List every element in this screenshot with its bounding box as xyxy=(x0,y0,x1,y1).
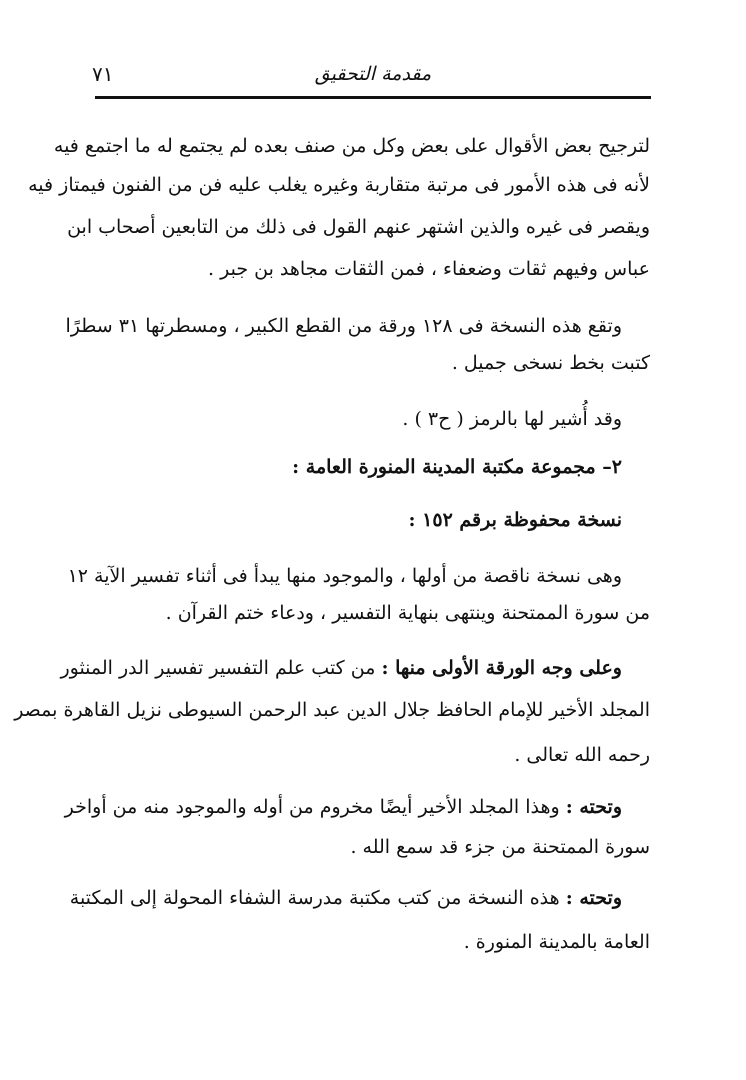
text-line: وتقع هذه النسخة فى ١٢٨ ورقة من القطع الكبير ، ومسطرتها ٣١ سطرًا xyxy=(65,315,622,337)
section-heading: ٢– مجموعة مكتبة المدينة المنورة العامة : xyxy=(292,456,622,478)
text-span: من كتب علم التفسير تفسير الدر المنثور xyxy=(60,657,382,679)
running-header xyxy=(92,58,654,90)
text-line xyxy=(69,883,650,913)
lead-phrase: وعلى وجه الورقة الأولى منها : xyxy=(381,657,622,679)
lead-phrase: وتحته : xyxy=(565,887,622,909)
text-line: كتبت بخط نسخى جميل . xyxy=(451,352,650,374)
text-line: عباس وفيهم ثقات وضعفاء ، فمن الثقات مجاهد بن جبر . xyxy=(208,258,650,280)
text-line xyxy=(64,792,650,822)
text-span: هذه النسخة من كتب مكتبة مدرسة الشفاء المحولة إلى المكتبة xyxy=(69,887,566,909)
text-line: المجلد الأخير للإمام الحافظ جلال الدين عبد الرحمن السيوطى نزيل القاهرة بمصر xyxy=(14,699,650,721)
header-rule xyxy=(95,96,651,99)
text-line: لأنه فى هذه الأمور فى مرتبة متقاربة وغيره يغلب عليه فن من الفنون فيمتاز فيه xyxy=(28,174,650,196)
text-line: العامة بالمدينة المنورة . xyxy=(463,931,650,953)
lead-phrase: وتحته : xyxy=(565,796,622,818)
text-line: وهى نسخة ناقصة من أولها ، والموجود منها يبدأ فى أثناء تفسير الآية ١٢ xyxy=(67,565,622,587)
text-line: من سورة الممتحنة وينتهى بنهاية التفسير ، ودعاء ختم القرآن . xyxy=(165,602,650,624)
page-number: ٧١ xyxy=(92,62,114,86)
text-span: وهذا المجلد الأخير أيضًا مخروم من أوله والموجود منه من أواخر xyxy=(64,796,566,818)
manuscript-subheading: نسخة محفوظة برقم ١٥٢ : xyxy=(408,509,622,531)
text-line xyxy=(60,653,650,683)
text-line: لترجيح بعض الأقوال على بعض وكل من صنف بعده لم يجتمع له ما اجتمع فيه xyxy=(53,135,650,157)
text-line: رحمه الله تعالى . xyxy=(514,744,650,766)
text-line: سورة الممتحنة من جزء قد سمع الله . xyxy=(350,836,650,858)
header-title: مقدمة التحقيق xyxy=(314,63,432,85)
text-line: ويقصر فى غيره والذين اشتهر عنهم القول فى ذلك من التابعين أصحاب ابن xyxy=(67,216,650,238)
text-line: وقد أُشير لها بالرمز ( ح٣ ) . xyxy=(402,408,622,430)
